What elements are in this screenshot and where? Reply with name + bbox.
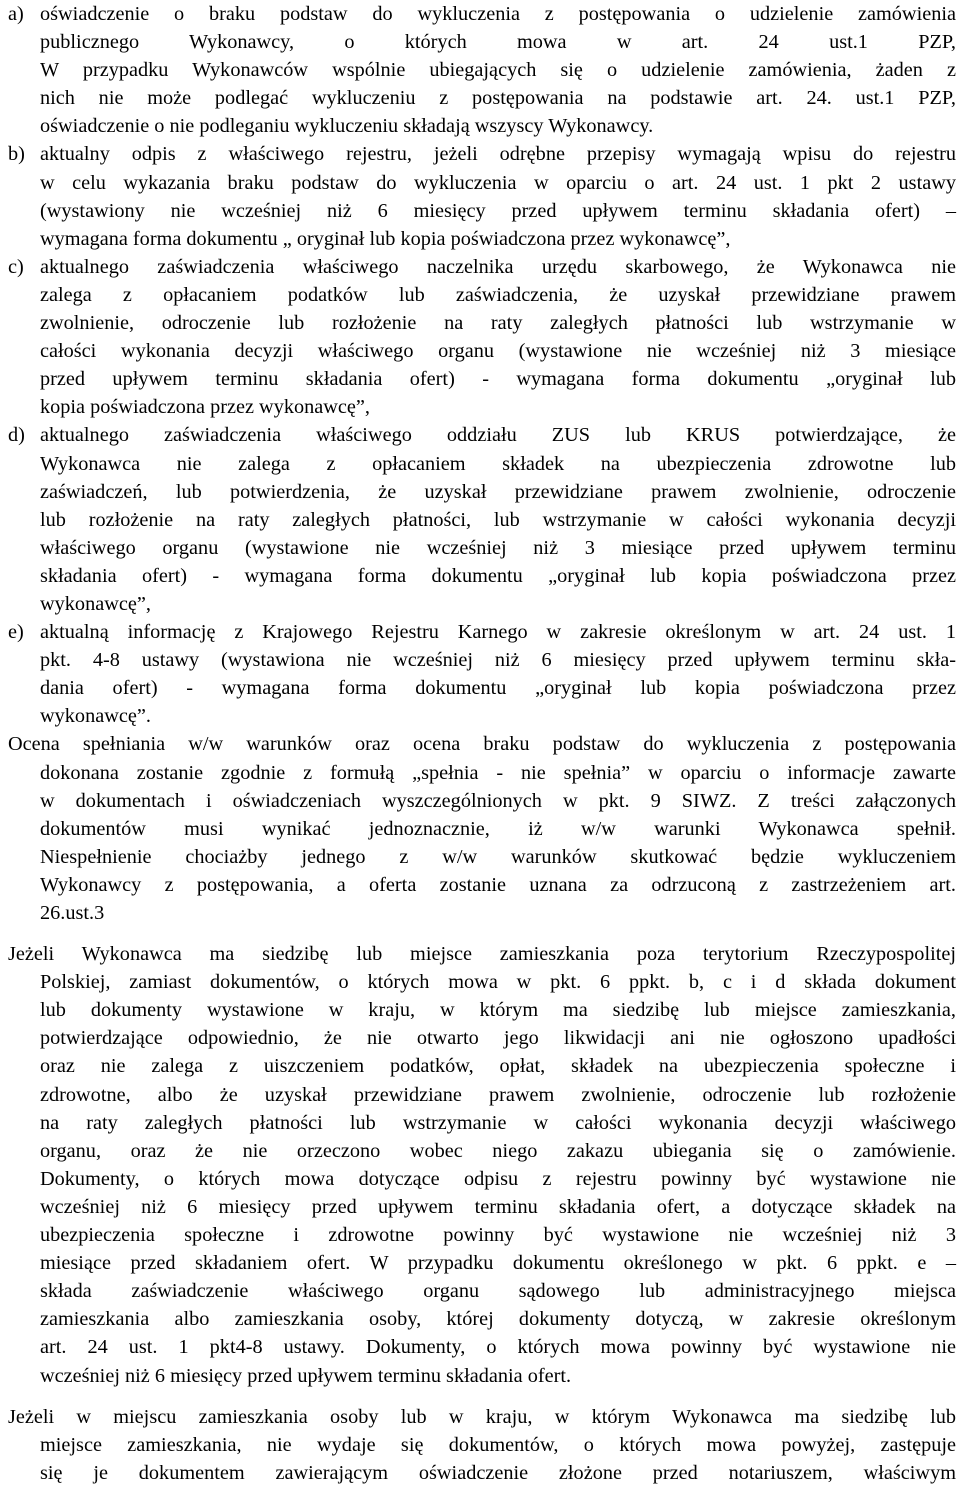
text-line: Wykonawcy z postępowania, a oferta zostanie uznana za odrzuconą z zastrzeżeniem art. [40,873,956,896]
list-marker: b) [8,143,25,166]
text-line: zaświadczeń, lub potwierdzenia, że uzyskał przewidziane prawem zwolnienie, odroczenie [40,480,956,503]
text-line: wykonawcę”, [40,592,151,615]
text-line: oraz nie zalega z uiszczeniem podatków, opłat, składek na ubezpieczenia społeczne i [40,1055,956,1078]
text-line: składania ofert) - wymagana forma dokumentu „oryginał lub kopia poświadczona przez [40,564,956,587]
list-item-e [8,618,956,730]
text-line: całości wykonania decyzji właściwego organu (wystawione nie wcześniej niż 3 miesiące [40,340,956,363]
text-line: potwierdzające odpowiednio, że nie otwarto jego likwidacji ani nie ogłoszono upadłości [40,1027,956,1050]
paragraph-gap [8,1390,956,1403]
text-line: Polskiej, zamiast dokumentów, o których mowa w pkt. 6 ppkt. b, c i d składa dokument [40,971,956,994]
paragraph [8,940,956,1390]
text-line: art. 24 ust. 1 pkt4-8 ustawy. Dokumenty, o których mowa powinny być wystawione nie [40,1336,956,1359]
list-marker: a) [8,3,24,25]
text-line: oświadczenie o nie podleganiu wykluczeniu składają wszyscy Wykonawcy. [40,115,654,138]
text-line: W przypadku Wykonawców wspólnie ubiegających się o udzielenie zamówienia, żaden z [40,59,956,82]
text-line: organu, oraz że nie orzeczono wobec niego zakazu ubiegania się o zamówienie. [40,1139,956,1162]
text-line: wykonawcę”. [40,705,151,728]
text-line: publicznego Wykonawcy, o których mowa w art. 24 ust.1 PZP, [40,31,956,54]
text-line: w celu wykazania braku podstaw do wykluczenia w oparciu o art. 24 ust. 1 pkt 2 ustawy [40,171,956,194]
text-line: lub dokumenty wystawione w kraju, w którym ma siedzibę lub miejsce zamieszkania, [40,999,956,1022]
text-line: nich nie może podlegać wykluczeniu z postępowania na podstawie art. 24. ust.1 PZP, [40,87,956,110]
text-line: Wykonawca nie zalega z opłacaniem składek na ubezpieczenia zdrowotne lub [40,452,956,475]
text-line: na raty zaległych płatności lub wstrzymanie w całości wykonania decyzji właściwego [40,1111,956,1134]
text-line: Ocena spełniania w/w warunków oraz ocena braku podstaw do wykluczenia z postępowania [8,733,956,756]
text-line: 26.ust.3 [40,902,105,924]
text-line: składa zaświadczenie właściwego organu sądowego lub administracyjnego miejsca [40,1280,956,1303]
text-line: lub rozłożenie na raty zaległych płatności, lub wstrzymanie w całości wykonania decyzji [40,508,956,531]
paragraph-gap [8,927,956,940]
text-line: dokonana zostanie zgodnie z formułą „spełnia - nie spełnia” w oparciu o informacje zawarte [40,761,956,784]
text-line: Jeżeli Wykonawca ma siedzibę lub miejsce zamieszkania poza terytorium Rzeczypospolitej [8,943,956,966]
text-line: właściwego organu (wystawione nie wcześniej niż 3 miesiące przed upływem terminu [40,536,956,559]
list-item-d [8,421,956,618]
text-line: zamieszkania albo zamieszkania osoby, której dokumenty dotyczą, w zakresie określonym [40,1308,956,1331]
text-line: zwolnienie, odroczenie lub rozłożenie na raty zaległych płatności lub wstrzymanie w [40,312,956,335]
text-line: się je dokumentem zawierającym oświadczenie złożone przed notariuszem, właściwym [40,1461,956,1484]
paragraph [8,1403,956,1487]
list-item-a [8,0,956,140]
text-line: oświadczenie o braku podstaw do wykluczenia z postępowania o udzielenie zamówienia [40,3,956,25]
text-line: dokumentów musi wynikać jednoznacznie, iż w/w warunki Wykonawca spełnił. [40,817,956,840]
text-line: wcześniej niż 6 miesięcy przed upływem terminu składania ofert, a dotyczące składek na [40,1195,956,1218]
text-line: aktualnego zaświadczenia właściwego oddziału ZUS lub KRUS potwierdzające, że [40,424,956,447]
text-line: wcześniej niż 6 miesięcy przed upływem terminu składania ofert. [40,1364,572,1387]
text-line: miejsce zamieszkania, nie wydaje się dokumentów, o których mowa powyżej, zastępuje [40,1433,956,1456]
text-line: ubezpieczenia społeczne i zdrowotne powinny być wystawione nie wcześniej niż 3 [40,1224,956,1247]
paragraph [8,730,956,927]
text-line: aktualną informację z Krajowego Rejestru Karnego w zakresie określonym w art. 24 ust. 1 [40,621,956,644]
text-line: pkt. 4-8 ustawy (wystawiona nie wcześniej niż 6 miesięcy przed upływem terminu skła- [40,649,956,672]
text-line: Dokumenty, o których mowa dotyczące odpisu z rejestru powinny być wystawione nie [40,1167,956,1190]
list-marker: d) [8,424,25,447]
text-line: wymagana forma dokumentu „ oryginał lub kopia poświadczona przez wykonawcę”, [40,227,731,250]
text-line: zalega z opłacaniem podatków lub zaświadczenia, że uzyskał przewidziane prawem [40,283,956,306]
text-line: w dokumentach i oświadczeniach wyszczególnionych w pkt. 9 SIWZ. Z treści załączonych [40,789,956,812]
list-marker: c) [8,255,24,278]
text-line: kopia poświadczona przez wykonawcę”, [40,396,370,419]
list-marker: e) [8,621,24,644]
list-item-c [8,253,956,422]
document-page [8,0,956,1487]
text-line: aktualnego zaświadczenia właściwego naczelnika urzędu skarbowego, że Wykonawca nie [40,255,956,278]
text-line: aktualny odpis z właściwego rejestru, jeżeli odrębne przepisy wymagają wpisu do rejestru [40,143,956,166]
text-line: (wystawiony nie wcześniej niż 6 miesięcy przed upływem terminu składania ofert) – [40,199,956,222]
text-line: zdrowotne, albo że uzyskał przewidziane prawem zwolnienie, odroczenie lub rozłożenie [40,1083,956,1106]
text-line: przed upływem terminu składania ofert) - wymagana forma dokumentu „oryginał lub [40,368,956,391]
text-line: miesiące przed składaniem ofert. W przypadku dokumentu określonego w pkt. 6 ppkt. e – [40,1252,956,1275]
text-line: Jeżeli w miejscu zamieszkania osoby lub w kraju, w którym Wykonawca ma siedzibę lub [8,1405,956,1428]
text-line: Niespełnienie chociażby jednego z w/w warunków skutkować będzie wykluczeniem [40,845,956,868]
text-line: dania ofert) - wymagana forma dokumentu „oryginał lub kopia poświadczona przez [40,677,956,700]
list-item-b [8,140,956,252]
